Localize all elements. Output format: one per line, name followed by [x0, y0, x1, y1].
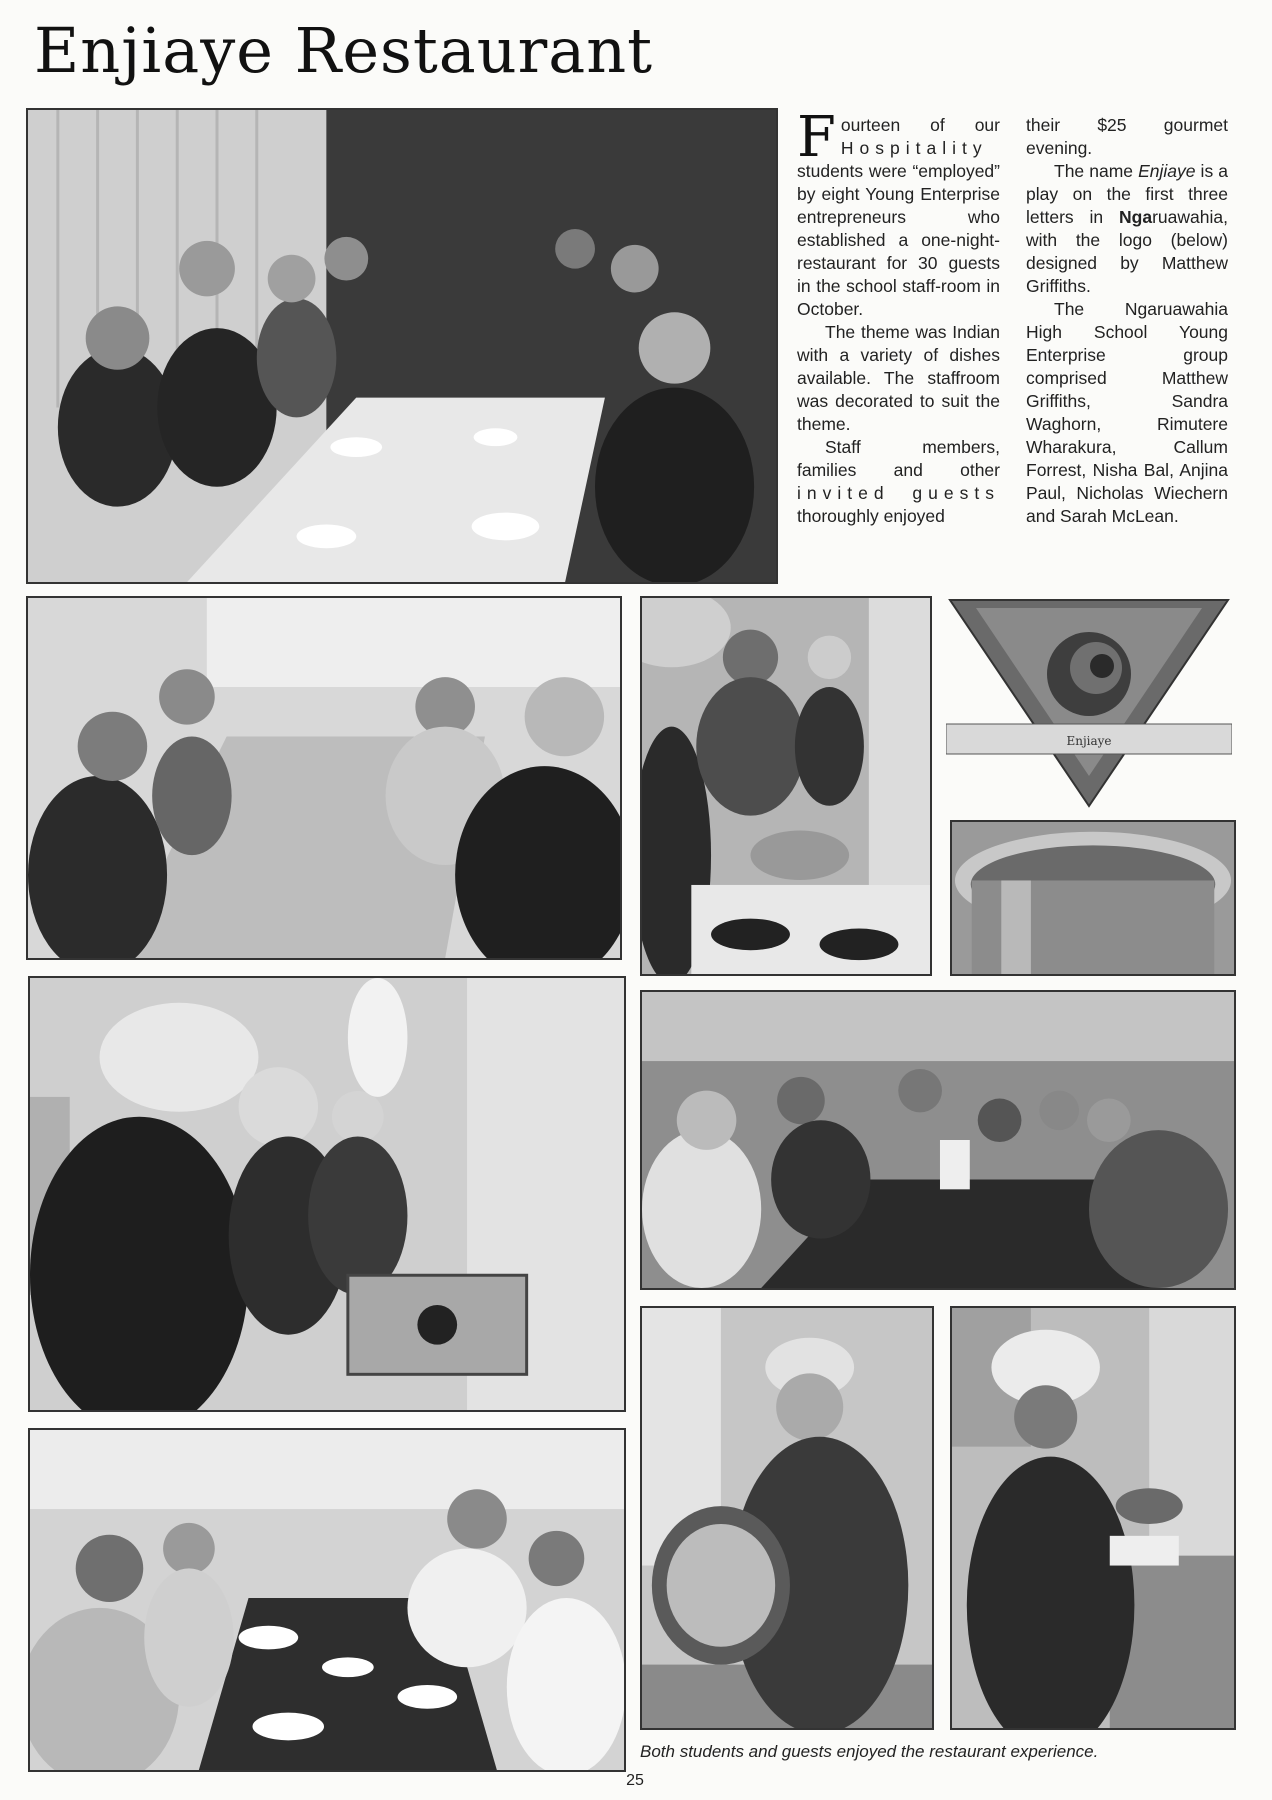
article-column-1: [797, 105, 1000, 528]
article-col2-p2-name: Enjiaye: [1138, 161, 1196, 181]
photo-restaurant-guests: [640, 990, 1236, 1290]
article-col2-p2-bold: Nga: [1119, 207, 1153, 227]
article-col2-p3: The Ngaruawahia High School Young Enterprise group comprised Matthew Griffiths, Sandra Waghorn, Rimutere Wharakura, Callum Forrest, Nisha Bal, Anjina Paul, Nicholas Wiechern and Sarah McLean.: [1026, 299, 1228, 526]
article-col2-p1: their $25 gourmet evening.: [1026, 115, 1228, 158]
photo-cooking-pot: [950, 820, 1236, 976]
article-column-2: [1026, 114, 1228, 528]
photo-students-cooking-stove: [640, 596, 932, 976]
photo-guests-dinner-table: [26, 108, 778, 584]
logo-text: Enjiaye: [1066, 734, 1112, 748]
article-col1-p1-spaced: Hospitality: [840, 138, 988, 158]
article-col1-p2: The theme was Indian with a variety of dishes available. The staffroom was decorated to suit the theme.: [797, 322, 1000, 434]
drop-cap: F: [797, 105, 836, 170]
article-col1-p1-end: students were “employed” by eight Young Enterprise entrepreneurs who established a one-night-restaurant for 30 guests in the school staff-room in October.: [797, 161, 1000, 319]
article-col1-p3-end: thoroughly enjoyed: [797, 506, 945, 526]
page-title: Enjiaye Restaurant: [34, 14, 654, 87]
photo-students-hairnets-equipment: [28, 976, 626, 1412]
photo-student-kitchen-counter: [950, 1306, 1236, 1730]
article-col1-p3-spaced: invited guests: [797, 483, 1000, 503]
enjiaye-logo: [946, 596, 1232, 808]
article-col2-p2-mid: is a play on the first three letters in: [1026, 161, 1228, 227]
article-col2-p2-rest: ruawahia, with the logo (below) designed by Matthew Griffiths.: [1026, 207, 1228, 296]
photo-guests-table-bottom: [28, 1428, 626, 1772]
article-col1-p3-start: Staff members, families and other: [797, 437, 1000, 480]
article-col2-p2-pre: The name: [1054, 161, 1139, 181]
photo-guests-table-left: [26, 596, 622, 960]
photo-caption: Both students and guests enjoyed the restaurant experience.: [640, 1742, 1099, 1761]
article-col1-p1-start: ourteen of our: [840, 115, 1000, 135]
photo-student-holding-pot: [640, 1306, 934, 1730]
page-number: 25: [626, 1772, 644, 1789]
